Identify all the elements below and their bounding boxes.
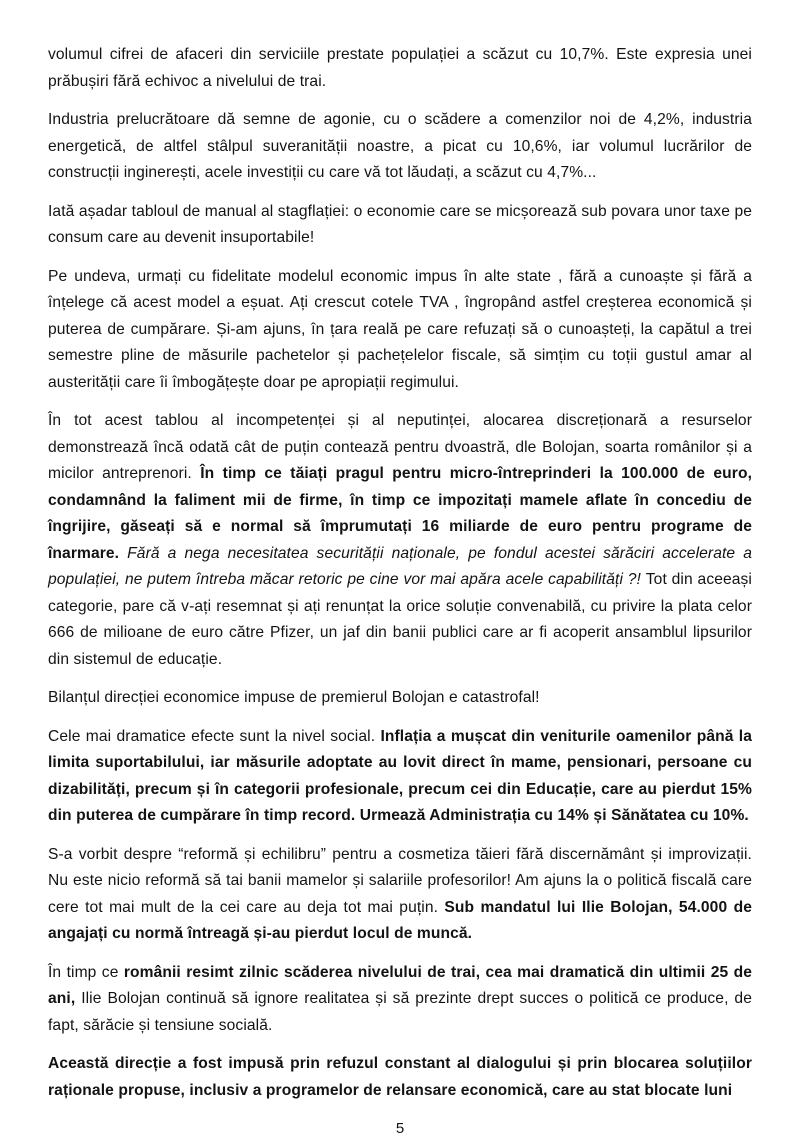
paragraph — [48, 1051, 752, 1104]
text-run-normal: Bilanțul direcției economice impuse de premierul Bolojan e catastrofal! — [48, 689, 540, 706]
paragraph — [48, 42, 752, 95]
text-run-bold: În timp ce tăiați pragul pentru micro-întreprinderi la 100.000 de euro, condamnând la faliment mii de firme, în timp ce impozitați mamele aflate în concediu de îngrijire, găseați să e normal să împrumutați 16 miliarde de euro pentru programe de înarmare. — [48, 465, 753, 562]
text-run-normal: S-a vorbit despre “reformă și echilibru” pentru a cosmetiza tăieri fără discernământ și improvizații. Nu este nicio reformă să tai banii mamelor și salariile profesorilor! Am ajuns la o politică fiscală care cere tot mai mult de la cei care au deja tot mai puțin. — [48, 845, 752, 916]
paragraph — [48, 107, 752, 187]
text-run-normal: Cele mai dramatice efecte sunt la nivel social. — [48, 727, 381, 745]
text-run-bold: Inflația a mușcat din veniturile oamenilor până la limita suportabilului, iar măsurile adoptate au lovit direct în mame, pensionari, persoane cu dizabilități, precum și în categorii profesionale, precum cei din Educație, care au pierdut 15% din puterea de cumpărare în timp record. Urmează Administrația cu 14% și Sănătatea cu 10%. — [48, 727, 753, 824]
text-run-normal: Industria prelucrătoare dă semne de agonie, cu o scădere a comenzilor noi de 4,2%, industria energetică, de altfel stâlpul suveranității noastre, a picat cu 10,6%, iar volumul lucrărilor de construcții inginerești, acele investiții cu care vă tot lăudați, a scăzut cu 4,7%... — [48, 111, 752, 181]
paragraph — [48, 408, 752, 673]
document-body — [48, 42, 752, 1116]
text-run-normal: Iată așadar tabloul de manual al stagflației: o economie care se micșorează sub povara unor taxe pe consum care au devenit insuportabile! — [48, 202, 752, 246]
paragraph — [48, 199, 752, 252]
paragraph — [48, 724, 752, 830]
text-run-italic: Fără a nega necesitatea securității naționale, pe fondul acestei sărăciri accelerate a populației, ne putem întreba măcar retoric pe cine vor mai apăra acele capabilități ?! — [48, 544, 753, 588]
text-run-normal: Pe undeva, urmați cu fidelitate modelul economic impus în alte state , fără a cunoaște și fără a înțelege că acest model a eșuat. Ați crescut cotele TVA , îngropând astfel creșterea economică și puterea de cumpărare. Și-am ajuns, în țara reală pe care refuzați să o cunoașteți, la capătul a trei semestre pline de măsurile pachetelor și pachețelelor fiscale, să simțim cu toții gustul amar al austerității care îi îmbogățește doar pe apropiații regimului. — [48, 267, 752, 391]
text-run-bold: Sub mandatul lui Ilie Bolojan, 54.000 de angajați cu normă întreagă și-au pierdut locul de muncă. — [48, 898, 752, 942]
text-run-normal: Ilie Bolojan continuă să ignore realitatea și să prezinte drept succes o politică ce produce, de fapt, sărăcie și tensiune socială. — [48, 990, 752, 1034]
text-run-normal: În tot acest tablou al incompetenței și al neputinței, alocarea discreționară a resurselor demonstrează încă odată cât de puțin contează pentru dvoastră, dle Bolojan, soarta românilor și a micilor antreprenori. — [48, 412, 752, 482]
text-run-normal: volumul cifrei de afaceri din serviciile prestate populației a scăzut cu 10,7%. Este expresia unei prăbușiri fără echivoc a nivelului de trai. — [48, 46, 752, 90]
paragraph — [48, 264, 752, 397]
paragraph — [48, 685, 752, 712]
paragraph — [48, 842, 752, 948]
text-run-bold: românii resimt zilnic scăderea nivelului de trai, cea mai dramatică din ultimii 25 de ani, — [48, 963, 752, 1007]
page-footer — [48, 1118, 752, 1140]
text-run-normal: În timp ce — [48, 963, 124, 981]
page-number: 5 — [395, 1120, 405, 1137]
paragraph — [48, 960, 752, 1040]
text-run-bold: Această direcție a fost impusă prin refuzul constant al dialogului și prin blocarea soluțiilor raționale propuse, inclusiv a programelor de relansare economică, care au stat blocate luni — [48, 1055, 752, 1099]
text-run-normal: Tot din aceeași categorie, pare că v-ați resemnat și ați renunțat la orice soluție convenabilă, cu privire la plata celor 666 de milioane de euro către Pfizer, un jaf din banii publici care ar fi acoperit ansamblul lipsurilor din sistemul de educație. — [48, 571, 752, 668]
